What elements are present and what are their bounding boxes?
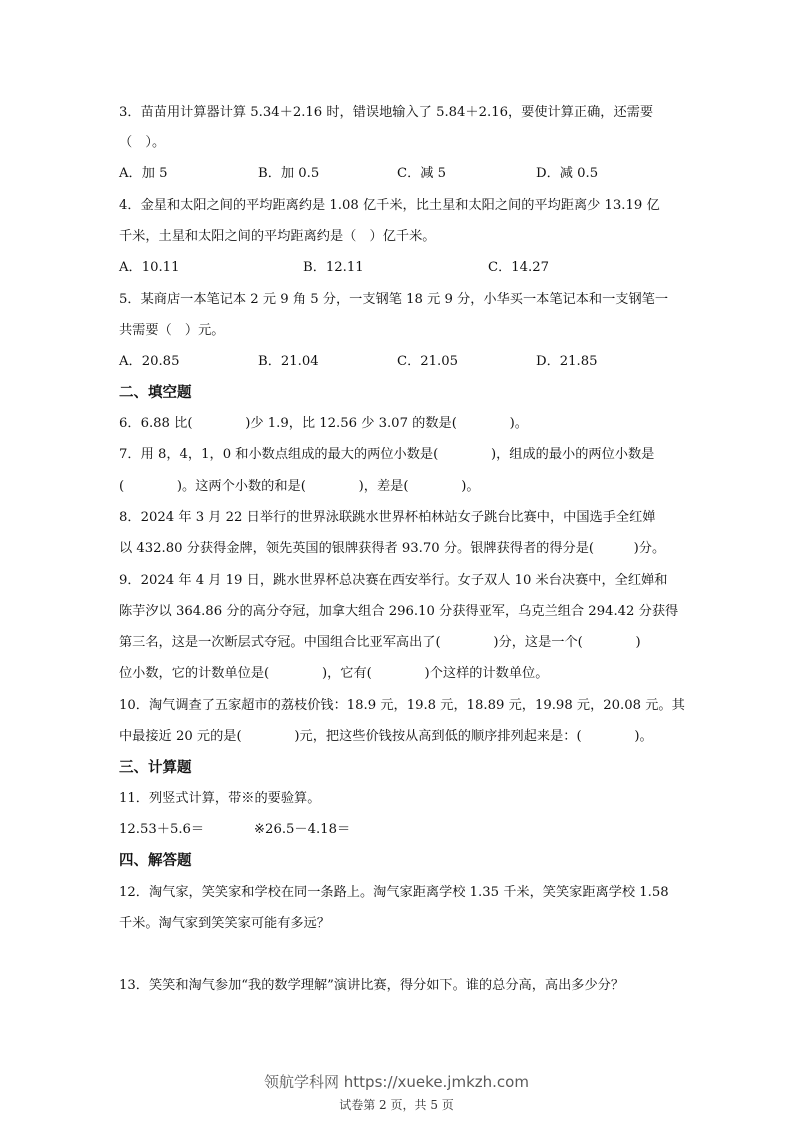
q9-line2: 陈芋汐以 364.86 分的高分夺冠，加拿大组合 296.10 分获得亚军，乌克兰组合 294.42 分获得 <box>119 604 679 619</box>
q7-line1: 7．用 8，4，1，0 和小数点组成的最大的两位小数是( )，组成的最小的两位小数是 <box>119 447 655 462</box>
q10-line2: 中最接近 20 元的是( )元，把这些价钱按从高到低的顺序排列起来是：( )。 <box>119 729 653 744</box>
q4-option-b: B．12.11 <box>303 260 364 275</box>
q13-line: 13．笑笑和淘气参加“我的数学理解”演讲比赛，得分如下。谁的总分高，高出多少分？ <box>119 978 625 993</box>
q9-line4: 位小数，它的计数单位是( )，它有( )个这样的计数单位。 <box>119 666 549 681</box>
q5-option-b: B．21.04 <box>258 354 319 369</box>
q6-line: 6．6.88 比( )少 1.9，比 12.56 少 3.07 的数是( )。 <box>119 416 528 431</box>
q3-option-d: D．减 0.5 <box>536 166 599 181</box>
q11-line1: 11．列竖式计算，带※的要验算。 <box>119 791 321 806</box>
q11-expression-1: 12.53＋5.6＝ <box>119 822 205 837</box>
q4-line1: 4．金星和太阳之间的平均距离约是 1.08 亿千米，比土星和太阳之间的平均距离少 13.19 亿 <box>119 198 660 213</box>
q5-option-c: C．21.05 <box>397 354 459 369</box>
q4-option-c: C．14.27 <box>488 260 550 275</box>
q5-option-a: A．20.85 <box>119 354 180 369</box>
q11-expression-2: ※26.5－4.18＝ <box>254 822 351 837</box>
section-fill-in-heading: 二、填空题 <box>119 385 192 401</box>
q12-line2: 千米。淘气家到笑笑家可能有多远？ <box>119 916 330 931</box>
q3-option-a: A．加 5 <box>119 166 168 181</box>
q5-line2: 共需要（ ）元。 <box>119 323 225 338</box>
watermark: 领航学科网 https://xueke.jmkzh.com <box>264 1073 529 1091</box>
q3-line1: 3．苗苗用计算器计算 5.34＋2.16 时，错误地输入了 5.84＋2.16，要使计算正确，还需要 <box>119 105 654 120</box>
q9-line3: 第三名，这是一次断层式夺冠。中国组合比亚军高出了( )分，这是一个( ) <box>119 635 641 650</box>
q7-line2: ( )。这两个小数的和是( )，差是( )。 <box>119 479 480 494</box>
q3-option-b: B．加 0.5 <box>258 166 320 181</box>
page-number-footer: 试卷第 2 页，共 5 页 <box>339 1098 454 1112</box>
q4-line2: 千米，土星和太阳之间的平均距离约是（ ）亿千米。 <box>119 229 436 244</box>
q5-option-d: D．21.85 <box>536 354 598 369</box>
q9-line1: 9．2024 年 4 月 19 日，跳水世界杯总决赛在西安举行。女子双人 10 米台决赛中，全红婵和 <box>119 573 668 588</box>
q10-line1: 10．淘气调查了五家超市的荔枝价钱：18.9 元，19.8 元，18.89 元，19.98 元，20.08 元。其 <box>119 698 685 713</box>
q12-line1: 12．淘气家，笑笑家和学校在同一条路上。淘气家距离学校 1.35 千米，笑笑家距离学校 1.58 <box>119 885 669 900</box>
q4-option-a: A．10.11 <box>119 260 180 275</box>
section-calculation-heading: 三、计算题 <box>119 760 192 776</box>
q3-line2: （ ）。 <box>119 135 166 150</box>
section-word-problems-heading: 四、解答题 <box>119 853 192 869</box>
q5-line1: 5．某商店一本笔记本 2 元 9 角 5 分，一支钢笔 18 元 9 分，小华买一本笔记本和一支钢笔一 <box>119 292 669 307</box>
q8-line1: 8．2024 年 3 月 22 日举行的世界泳联跳水世界杯柏林站女子跳台比赛中，中国选手全红婵 <box>119 510 656 525</box>
q8-line2: 以 432.80 分获得金牌，领先英国的银牌获得者 93.70 分。银牌获得者的得分是( )分。 <box>119 541 666 556</box>
q3-option-c: C．减 5 <box>397 166 447 181</box>
